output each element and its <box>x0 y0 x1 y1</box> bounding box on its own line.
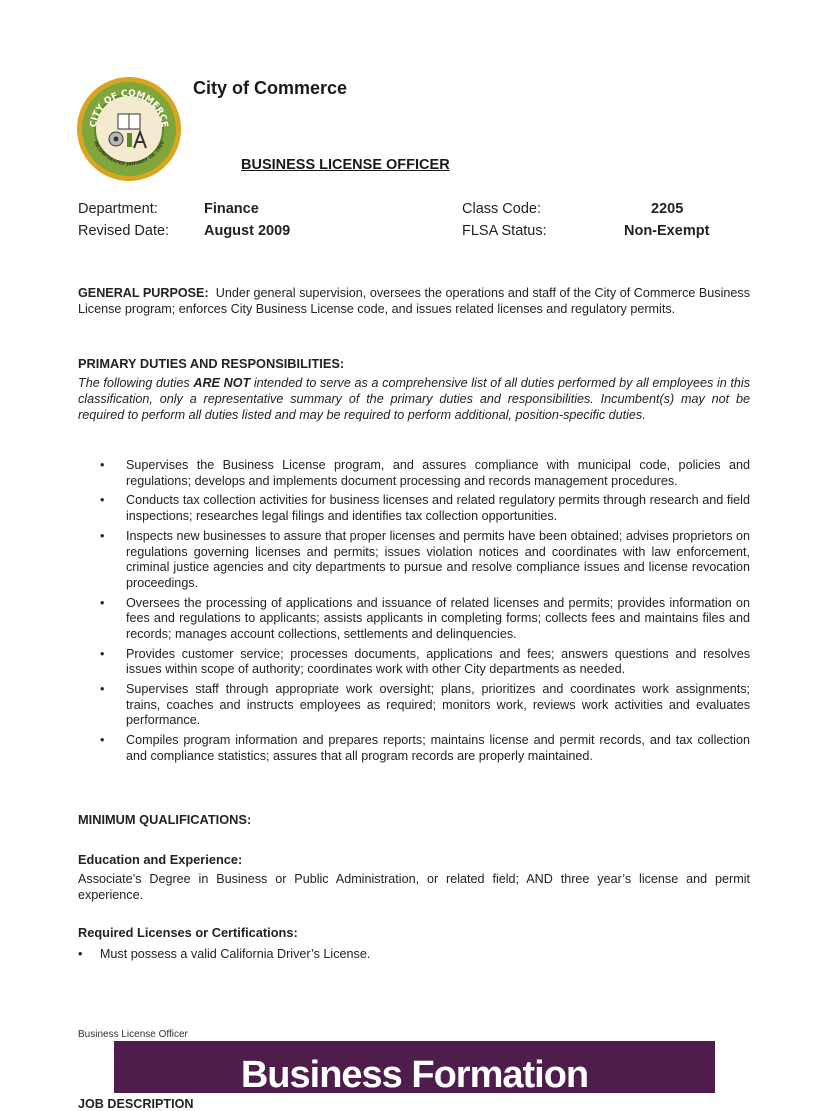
duty-text: Conducts tax collection activities for business licenses and related regulatory permits through research and field inspections; researches legal filings and identifies tax collection opportunities. <box>126 493 750 524</box>
duty-text: Supervises the Business License program, and assures compliance with municipal code, policies and regulations; develops and implements document processing and records management procedures. <box>126 458 750 488</box>
list-item <box>78 493 750 524</box>
page-footer-label: Business License Officer <box>78 1029 188 1040</box>
list-item <box>78 733 750 764</box>
general-purpose-paragraph <box>78 285 750 317</box>
duty-text: Oversees the processing of applications and issuance of related licenses and permits; provides information on fees and regulations to applicants; assists applicants in completing forms; collects fees and maintains files and records; manages account collections, settlements and delinquencies. <box>126 595 750 641</box>
list-item <box>78 596 750 643</box>
list-item <box>78 682 750 729</box>
bullet-icon: • <box>100 595 105 610</box>
duty-text: Provides customer service; processes documents, applications and fees; answers questions and resolves issues within scope of authority; coordinates work with other City departments as needed. <box>126 646 750 677</box>
duties-list <box>78 458 750 769</box>
duty-text: Supervises staff through appropriate work oversight; plans, prioritizes and coordinates work assignments; trains, coaches and instructs employees as required; monitors work, reviews work activities and evaluates performance. <box>126 682 750 728</box>
bullet-icon: • <box>100 733 105 748</box>
duties-intro-end: intended to serve as a comprehensive list of all duties performed by all employees in this classification, only a representative summary of the primary duties and responsibilities. Incumbent(s) may not be required to perform all duties listed and may be required to perform additional, position-specific duties. <box>78 376 751 422</box>
licenses-item <box>78 946 750 962</box>
list-item <box>78 529 750 591</box>
bullet-icon: • <box>100 493 105 508</box>
flsa-status-value: Non-Exempt <box>624 223 710 239</box>
general-purpose-label: GENERAL PURPOSE: <box>78 286 209 300</box>
class-code-label: Class Code: <box>462 201 541 217</box>
duties-intro-emphasis: ARE NOT <box>193 376 251 390</box>
cut-off-heading: JOB DESCRIPTION <box>78 1097 194 1111</box>
organization-name: City of Commerce <box>193 78 348 98</box>
class-code-value: 2205 <box>651 201 684 217</box>
license-requirement-text: Must possess a valid California Driver’s License. <box>99 947 371 961</box>
qualifications-heading: MINIMUM QUALIFICATIONS: <box>78 812 252 827</box>
licenses-heading: Required Licenses or Certifications: <box>78 925 298 940</box>
general-purpose-text: Under general supervision, oversees the operations and staff of the City of Commerce Business License program; enforces City Business License code, and issues related licenses and regulatory permits. <box>78 286 750 316</box>
education-text: Associate’s Degree in Business or Public Administration, or related field; AND three year’s license and permit experience. <box>78 872 750 902</box>
education-heading: Education and Experience: <box>78 852 243 867</box>
duties-intro <box>78 375 750 423</box>
svg-text:INCORPORATED JANUARY 28, 1960: INCORPORATED JANUARY 28, 1960 <box>92 140 166 168</box>
city-seal-logo <box>76 76 182 182</box>
duty-text: Inspects new businesses to assure that proper licenses and permits have been obtained; advises proprietors on regulations governing licenses and permits; issues violation notices and coordinates with law enforcement, criminal justice agencies and city departments to pursue and resolve compliance issues and license revocation proceedings. <box>126 528 750 590</box>
svg-text:CITY OF COMMERCE: CITY OF COMMERCE <box>88 88 170 129</box>
bullet-icon: • <box>100 458 105 472</box>
job-title: BUSINESS LICENSE OFFICER <box>241 157 450 173</box>
department-value: Finance <box>204 201 259 217</box>
list-item <box>78 458 750 489</box>
duties-intro-start: The following duties <box>78 376 194 390</box>
duty-text: Compiles program information and prepares reports; maintains license and permit records, and tax collection and compliance statistics; assures that all program records are properly maintained. <box>126 733 750 763</box>
bullet-icon: • <box>100 682 105 697</box>
banner-text: Business Formation <box>240 1054 589 1093</box>
revised-date-value: August 2009 <box>204 223 291 239</box>
bullet-icon: • <box>100 528 105 543</box>
department-label: Department: <box>78 201 158 217</box>
bullet-icon: • <box>78 947 83 961</box>
bullet-icon: • <box>100 646 105 661</box>
flsa-status-label: FLSA Status: <box>462 223 547 239</box>
revised-date-label: Revised Date: <box>78 223 170 239</box>
duties-heading: PRIMARY DUTIES AND RESPONSIBILITIES: <box>78 356 345 371</box>
list-item <box>78 647 750 678</box>
business-formation-banner[interactable] <box>114 1041 715 1093</box>
